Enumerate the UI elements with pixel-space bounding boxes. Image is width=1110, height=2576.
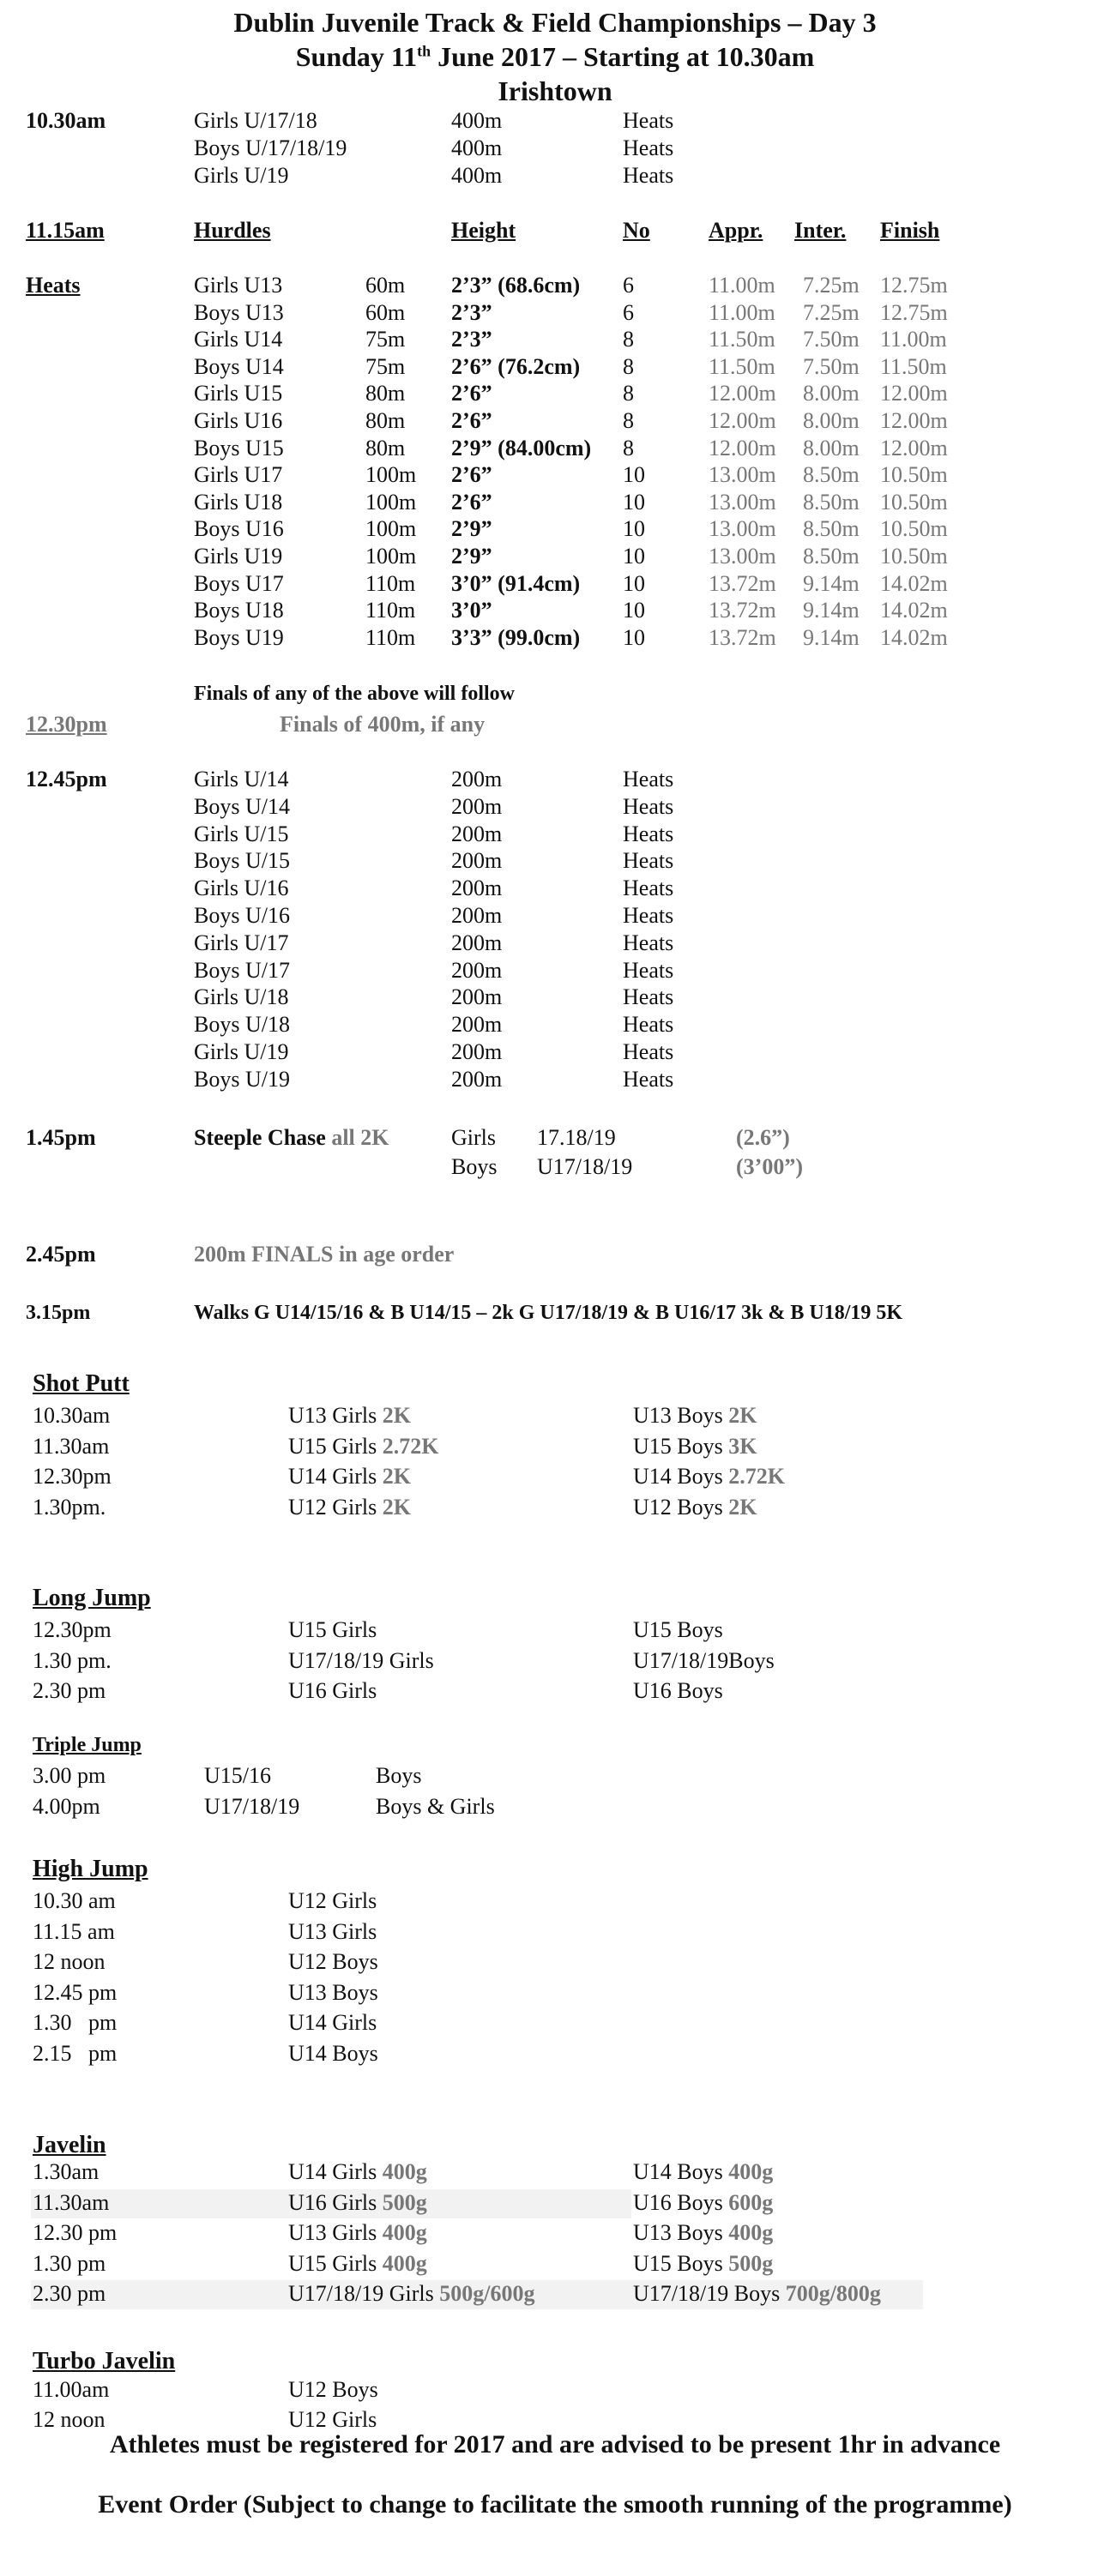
event-round: Heats [623,848,674,874]
walks-text: Walks G U14/15/16 & B U14/15 – 2k G U17/18/19 & B U16/17 3k & B U18/19 5K [194,1302,903,1324]
event-group: Girls U/17 [194,930,289,955]
time-315: 3.15pm [26,1302,91,1324]
page-title: Dublin Juvenile Track & Field Championships – Day 3 [233,7,877,38]
event-group: Girls U/17/18 [194,108,317,133]
hurdles-distance: 100m [365,544,417,569]
hurdles-count: 10 [623,489,645,515]
javelin-boys-group: U14 Boys [633,2159,729,2184]
hurdles-header-no: No [623,218,650,243]
javelin-girls-weight: 400g [382,2250,427,2276]
javelin-girls [288,2220,427,2246]
hurdles-count: 8 [623,408,634,433]
event-distance: 200m [451,793,503,819]
event-group: Girls U/15 [194,821,289,846]
event-group: Boys U/17 [194,957,290,983]
hurdles-interval: 7.25m [803,273,860,298]
event-round: Heats [623,876,674,901]
hurdles-group: Boys U19 [194,624,284,650]
shot-putt-boys-group: U15 Boys [633,1433,729,1459]
hurdles-interval: 8.50m [803,489,860,515]
event-round: Heats [623,903,674,928]
event-distance: 200m [451,876,503,901]
hurdles-count: 8 [623,435,634,460]
turbo-javelin-time: 12 noon [33,2407,106,2432]
hurdles-finish: 12.75m [880,273,948,298]
event-round: Heats [623,163,674,188]
hurdles-distance: 80m [365,408,406,433]
hurdles-distance: 100m [365,489,417,515]
hurdles-approach: 13.00m [709,516,776,542]
hurdles-height: 3’0” (91.4cm) [451,570,581,596]
hurdles-approach: 13.72m [709,624,776,650]
event-order-notice: Event Order (Subject to change to facilitate the smooth running of the programme) [98,2490,1012,2519]
time-245: 2.45pm [26,1242,96,1267]
shot-putt-time: 1.30pm. [33,1494,106,1520]
hurdles-approach: 13.72m [709,598,776,623]
event-distance: 200m [451,767,503,791]
event-round: Heats [623,1039,674,1064]
hurdles-finish: 10.50m [880,544,948,569]
hurdles-interval: 8.00m [803,408,860,433]
event-round: Heats [623,135,674,160]
javelin-girls [288,2251,427,2277]
hurdles-group: Boys U13 [194,299,284,325]
javelin-boys-weight: 500g [728,2250,774,2276]
shot-putt-time: 10.30am [33,1403,111,1428]
javelin-girls [288,2281,534,2307]
hurdles-distance: 60m [365,299,406,325]
event-distance: 200m [451,1039,503,1064]
triple-jump-title: Triple Jump [33,1734,142,1756]
javelin-boys [633,2220,773,2246]
shot-putt-time: 12.30pm [33,1464,112,1489]
event-group: Boys U/17/18/19 [194,135,347,160]
turbo-javelin-group: U12 Girls [288,2407,377,2432]
hurdles-count: 6 [623,299,634,325]
steeple-event [194,1125,389,1151]
shot-putt-girls [288,1403,411,1429]
event-round: Heats [623,1066,674,1092]
event-distance: 400m [451,135,503,160]
high-jump-time: 2.15 pm [33,2040,118,2066]
hurdles-height: 2’9” [451,516,492,542]
javelin-girls-weight: 400g [382,2220,427,2245]
hurdles-group: Boys U16 [194,516,284,542]
javelin-girls-group: U14 Girls [288,2159,383,2184]
shot-putt-boys-group: U12 Boys [633,1494,729,1520]
hurdles-group: Boys U17 [194,570,284,596]
high-jump-time: 12.45 pm [33,1979,118,2005]
steeple-height: (2.6”) [736,1125,790,1150]
hurdles-distance: 110m [365,624,416,650]
turbo-javelin-title: Turbo Javelin [33,2348,176,2374]
hurdles-finish: 10.50m [880,516,948,542]
javelin-boys-group: U17/18/19 Boys [633,2281,786,2306]
shot-putt-girls [288,1495,411,1520]
javelin-boys-weight: 600g [728,2189,774,2215]
long-jump-boys: U17/18/19Boys [633,1647,775,1673]
hurdles-finish: 11.50m [880,353,947,379]
hurdles-distance: 75m [365,353,406,379]
turbo-javelin-group: U12 Boys [288,2377,378,2402]
steeple-distance: all 2K [331,1125,389,1150]
hurdles-approach: 12.00m [709,381,776,406]
hurdles-header-height: Height [451,218,516,243]
hurdles-approach: 13.72m [709,570,776,596]
high-jump-time: 1.30 pm [33,2010,118,2035]
hurdles-interval: 9.14m [803,570,860,596]
hurdles-approach: 13.00m [709,462,776,488]
hurdles-count: 10 [623,624,645,650]
javelin-girls [288,2190,427,2216]
event-group: Boys U/14 [194,793,290,819]
hurdles-count: 8 [623,353,634,379]
shot-putt-boys-weight: 3K [728,1433,757,1459]
event-round: Heats [623,821,674,846]
javelin-boys-weight: 700g/800g [785,2281,881,2306]
high-jump-group: U13 Boys [288,1979,378,2005]
heats-label: Heats [26,273,81,298]
javelin-boys [633,2281,881,2307]
javelin-girls [288,2159,427,2185]
time-1115: 11.15am [26,218,105,243]
hurdles-finish: 11.00m [880,327,947,352]
hurdles-finish: 12.00m [880,435,948,460]
hurdles-approach: 13.00m [709,489,776,515]
hurdles-approach: 11.50m [709,327,775,352]
time-1245: 12.45pm [26,767,107,791]
shot-putt-boys [633,1495,757,1520]
hurdles-count: 8 [623,327,634,352]
hurdles-height: 3’3” (99.0cm) [451,624,581,650]
hurdles-count: 10 [623,516,645,542]
shot-putt-boys-weight: 2K [728,1403,757,1428]
hurdles-group: Boys U14 [194,353,284,379]
hurdles-finish: 14.02m [880,570,948,596]
hurdles-approach: 12.00m [709,408,776,433]
event-distance: 200m [451,930,503,955]
hurdles-finish: 14.02m [880,598,948,623]
hurdles-approach: 13.00m [709,544,776,569]
high-jump-time: 11.15 am [33,1918,115,1944]
javelin-time: 2.30 pm [33,2281,106,2306]
javelin-time: 12.30 pm [33,2220,118,2245]
event-group: Boys U/16 [194,903,290,928]
hurdles-group: Girls U19 [194,544,283,569]
steeple-title: Steeple Chase [194,1125,326,1150]
hurdles-header-inter: Inter. [794,218,847,243]
hurdles-interval: 8.50m [803,462,860,488]
finals-200m-text: 200m FINALS in age order [194,1242,455,1267]
javelin-time: 1.30 pm [33,2250,106,2276]
hurdles-height: 2’9” [451,544,492,569]
event-round: Heats [623,767,674,791]
javelin-boys [633,2159,773,2185]
javelin-time: 1.30am [33,2159,100,2184]
shot-putt-title: Shot Putt [33,1370,130,1397]
shot-putt-time: 11.30am [33,1433,110,1459]
hurdles-interval: 8.00m [803,381,860,406]
subtitle-ordinal: th [417,42,431,60]
shot-putt-girls-group: U12 Girls [288,1494,383,1520]
hurdles-group: Boys U15 [194,435,284,460]
hurdles-interval: 7.50m [803,353,860,379]
hurdles-finish: 14.02m [880,624,948,650]
hurdles-count: 10 [623,462,645,488]
hurdles-count: 10 [623,570,645,596]
steeple-ages: 17.18/19 [537,1125,616,1150]
hurdles-interval: 9.14m [803,624,860,650]
hurdles-count: 8 [623,381,634,406]
hurdles-distance: 110m [365,570,416,596]
event-round: Heats [623,108,674,133]
javelin-boys-group: U15 Boys [633,2250,729,2276]
shot-putt-girls [288,1464,411,1490]
page-subtitle [0,41,1110,73]
event-distance: 200m [451,903,503,928]
triple-jump-time: 4.00pm [33,1793,100,1819]
event-group: Girls U/19 [194,163,289,188]
steeple-height: (3’00”) [736,1154,803,1179]
javelin-title: Javelin [33,2132,106,2158]
event-group: Boys U/18 [194,1012,290,1038]
hurdles-distance: 100m [365,462,417,488]
javelin-time: 11.30am [33,2189,110,2215]
shot-putt-boys-weight: 2.72K [728,1464,785,1489]
hurdles-header-event: Hurdles [194,218,271,243]
shot-putt-girls-group: U13 Girls [288,1403,383,1428]
hurdles-height: 2’3” [451,327,492,352]
high-jump-group: U12 Boys [288,1949,378,1974]
time-1230: 12.30pm [26,712,107,737]
hurdles-group: Girls U13 [194,273,283,298]
javelin-boys [633,2251,773,2277]
triple-jump-group: Boys & Girls [376,1793,495,1819]
shot-putt-girls-weight: 2K [382,1403,412,1428]
javelin-girls-group: U17/18/19 Girls [288,2281,440,2306]
hurdles-count: 6 [623,273,634,298]
steeple-sex: Girls [451,1125,496,1150]
event-round: Heats [623,793,674,819]
event-group: Boys U/15 [194,848,290,874]
hurdles-approach: 11.50m [709,353,775,379]
shot-putt-girls [288,1434,439,1460]
event-group: Girls U/14 [194,767,289,791]
hurdles-group: Boys U18 [194,598,284,623]
hurdles-group: Girls U18 [194,489,283,515]
triple-jump-time: 3.00 pm [33,1763,106,1788]
hurdles-finish: 12.75m [880,299,948,325]
javelin-girls-group: U16 Girls [288,2189,383,2215]
shot-putt-boys-group: U14 Boys [633,1464,729,1489]
high-jump-group: U12 Girls [288,1888,377,1913]
hurdles-count: 10 [623,598,645,623]
hurdles-height: 2’6” [451,381,492,406]
high-jump-time: 12 noon [33,1949,106,1974]
javelin-boys-weight: 400g [728,2220,774,2245]
shot-putt-girls-weight: 2.72K [382,1433,439,1459]
high-jump-group: U13 Girls [288,1918,377,1944]
event-round: Heats [623,930,674,955]
long-jump-time: 1.30 pm. [33,1647,112,1673]
long-jump-boys: U16 Boys [633,1678,723,1703]
triple-jump-group: Boys [376,1763,422,1788]
event-distance: 200m [451,1066,503,1092]
hurdles-distance: 80m [365,435,406,460]
event-distance: 200m [451,848,503,874]
hurdles-height: 2’6” [451,462,492,488]
event-round: Heats [623,957,674,983]
event-round: Heats [623,984,674,1010]
hurdles-group: Girls U16 [194,408,283,433]
event-distance: 400m [451,108,503,133]
hurdles-distance: 80m [365,381,406,406]
finals-400m-text: Finals of 400m, if any [280,712,486,737]
high-jump-title: High Jump [33,1856,148,1882]
javelin-girls-group: U15 Girls [288,2250,383,2276]
event-group: Girls U/18 [194,984,289,1010]
hurdles-interval: 8.00m [803,435,860,460]
hurdles-finish: 12.00m [880,408,948,433]
time-1030: 10.30am [26,108,106,133]
shot-putt-boys-weight: 2K [728,1494,757,1520]
registration-notice: Athletes must be registered for 2017 and are advised to be present 1hr in advance [109,2430,1001,2459]
shot-putt-boys [633,1434,757,1460]
hurdles-header-finish: Finish [880,218,940,243]
hurdles-approach: 11.00m [709,273,775,298]
hurdles-height: 2’6” [451,489,492,515]
subtitle-date: Sunday 11 [295,41,418,72]
high-jump-group: U14 Boys [288,2040,378,2066]
subtitle-start: June 2017 – Starting at 10.30am [431,41,815,72]
steeple-sex: Boys [451,1154,498,1179]
time-145: 1.45pm [26,1125,96,1150]
long-jump-boys: U15 Boys [633,1617,723,1642]
hurdles-interval: 8.50m [803,544,860,569]
shot-putt-girls-group: U14 Girls [288,1464,383,1489]
triple-jump-ages: U15/16 [204,1763,271,1788]
hurdles-approach: 11.00m [709,299,775,325]
hurdles-height: 2’3” (68.6cm) [451,273,581,298]
long-jump-girls: U17/18/19 Girls [288,1647,434,1673]
event-round: Heats [623,1012,674,1038]
hurdles-finish: 10.50m [880,489,948,515]
hurdles-distance: 110m [365,598,416,623]
shot-putt-girls-weight: 2K [382,1464,412,1489]
javelin-girls-weight: 500g/600g [439,2281,535,2306]
hurdles-distance: 60m [365,273,406,298]
high-jump-time: 10.30 am [33,1888,116,1913]
long-jump-title: Long Jump [33,1585,151,1611]
hurdles-interval: 7.25m [803,299,860,325]
hurdles-distance: 75m [365,327,406,352]
javelin-girls-weight: 500g [382,2189,427,2215]
shot-putt-girls-weight: 2K [382,1494,412,1520]
hurdles-height: 2’6” (76.2cm) [451,353,581,379]
shot-putt-girls-group: U15 Girls [288,1433,383,1459]
hurdles-interval: 8.50m [803,516,860,542]
hurdles-height: 3’0” [451,598,492,623]
hurdles-height: 2’9” (84.00cm) [451,435,592,460]
hurdles-distance: 100m [365,516,417,542]
hurdles-group: Girls U14 [194,327,283,352]
high-jump-group: U14 Girls [288,2010,377,2035]
javelin-boys-group: U16 Boys [633,2189,729,2215]
long-jump-girls: U15 Girls [288,1617,377,1642]
event-group: Girls U/16 [194,876,289,901]
long-jump-girls: U16 Girls [288,1678,377,1703]
hurdles-header-appr: Appr. [709,218,763,243]
event-distance: 400m [451,163,503,188]
hurdles-finish: 12.00m [880,381,948,406]
triple-jump-ages: U17/18/19 [204,1793,300,1819]
event-distance: 200m [451,821,503,846]
javelin-boys-weight: 400g [728,2159,774,2184]
javelin-girls-weight: 400g [382,2159,427,2184]
hurdles-group: Girls U15 [194,381,283,406]
finals-note: Finals of any of the above will follow [194,683,516,705]
javelin-girls-group: U13 Girls [288,2220,383,2245]
event-distance: 200m [451,957,503,983]
turbo-javelin-time: 11.00am [33,2377,110,2402]
shot-putt-boys [633,1403,757,1429]
event-group: Boys U/19 [194,1066,290,1092]
hurdles-group: Girls U17 [194,462,283,488]
steeple-ages: U17/18/19 [537,1154,633,1179]
event-distance: 200m [451,1012,503,1038]
event-group: Girls U/19 [194,1039,289,1064]
event-distance: 200m [451,984,503,1010]
hurdles-finish: 10.50m [880,462,948,488]
hurdles-interval: 9.14m [803,598,860,623]
hurdles-interval: 7.50m [803,327,860,352]
long-jump-time: 2.30 pm [33,1678,106,1703]
hurdles-approach: 12.00m [709,435,776,460]
hurdles-height: 2’3” [451,299,492,325]
hurdles-height: 2’6” [451,408,492,433]
venue-title: Irishtown [498,75,612,106]
hurdles-count: 10 [623,544,645,569]
shot-putt-boys-group: U13 Boys [633,1403,729,1428]
shot-putt-boys [633,1464,785,1490]
long-jump-time: 12.30pm [33,1617,112,1642]
javelin-boys-group: U13 Boys [633,2220,729,2245]
javelin-boys [633,2190,773,2216]
